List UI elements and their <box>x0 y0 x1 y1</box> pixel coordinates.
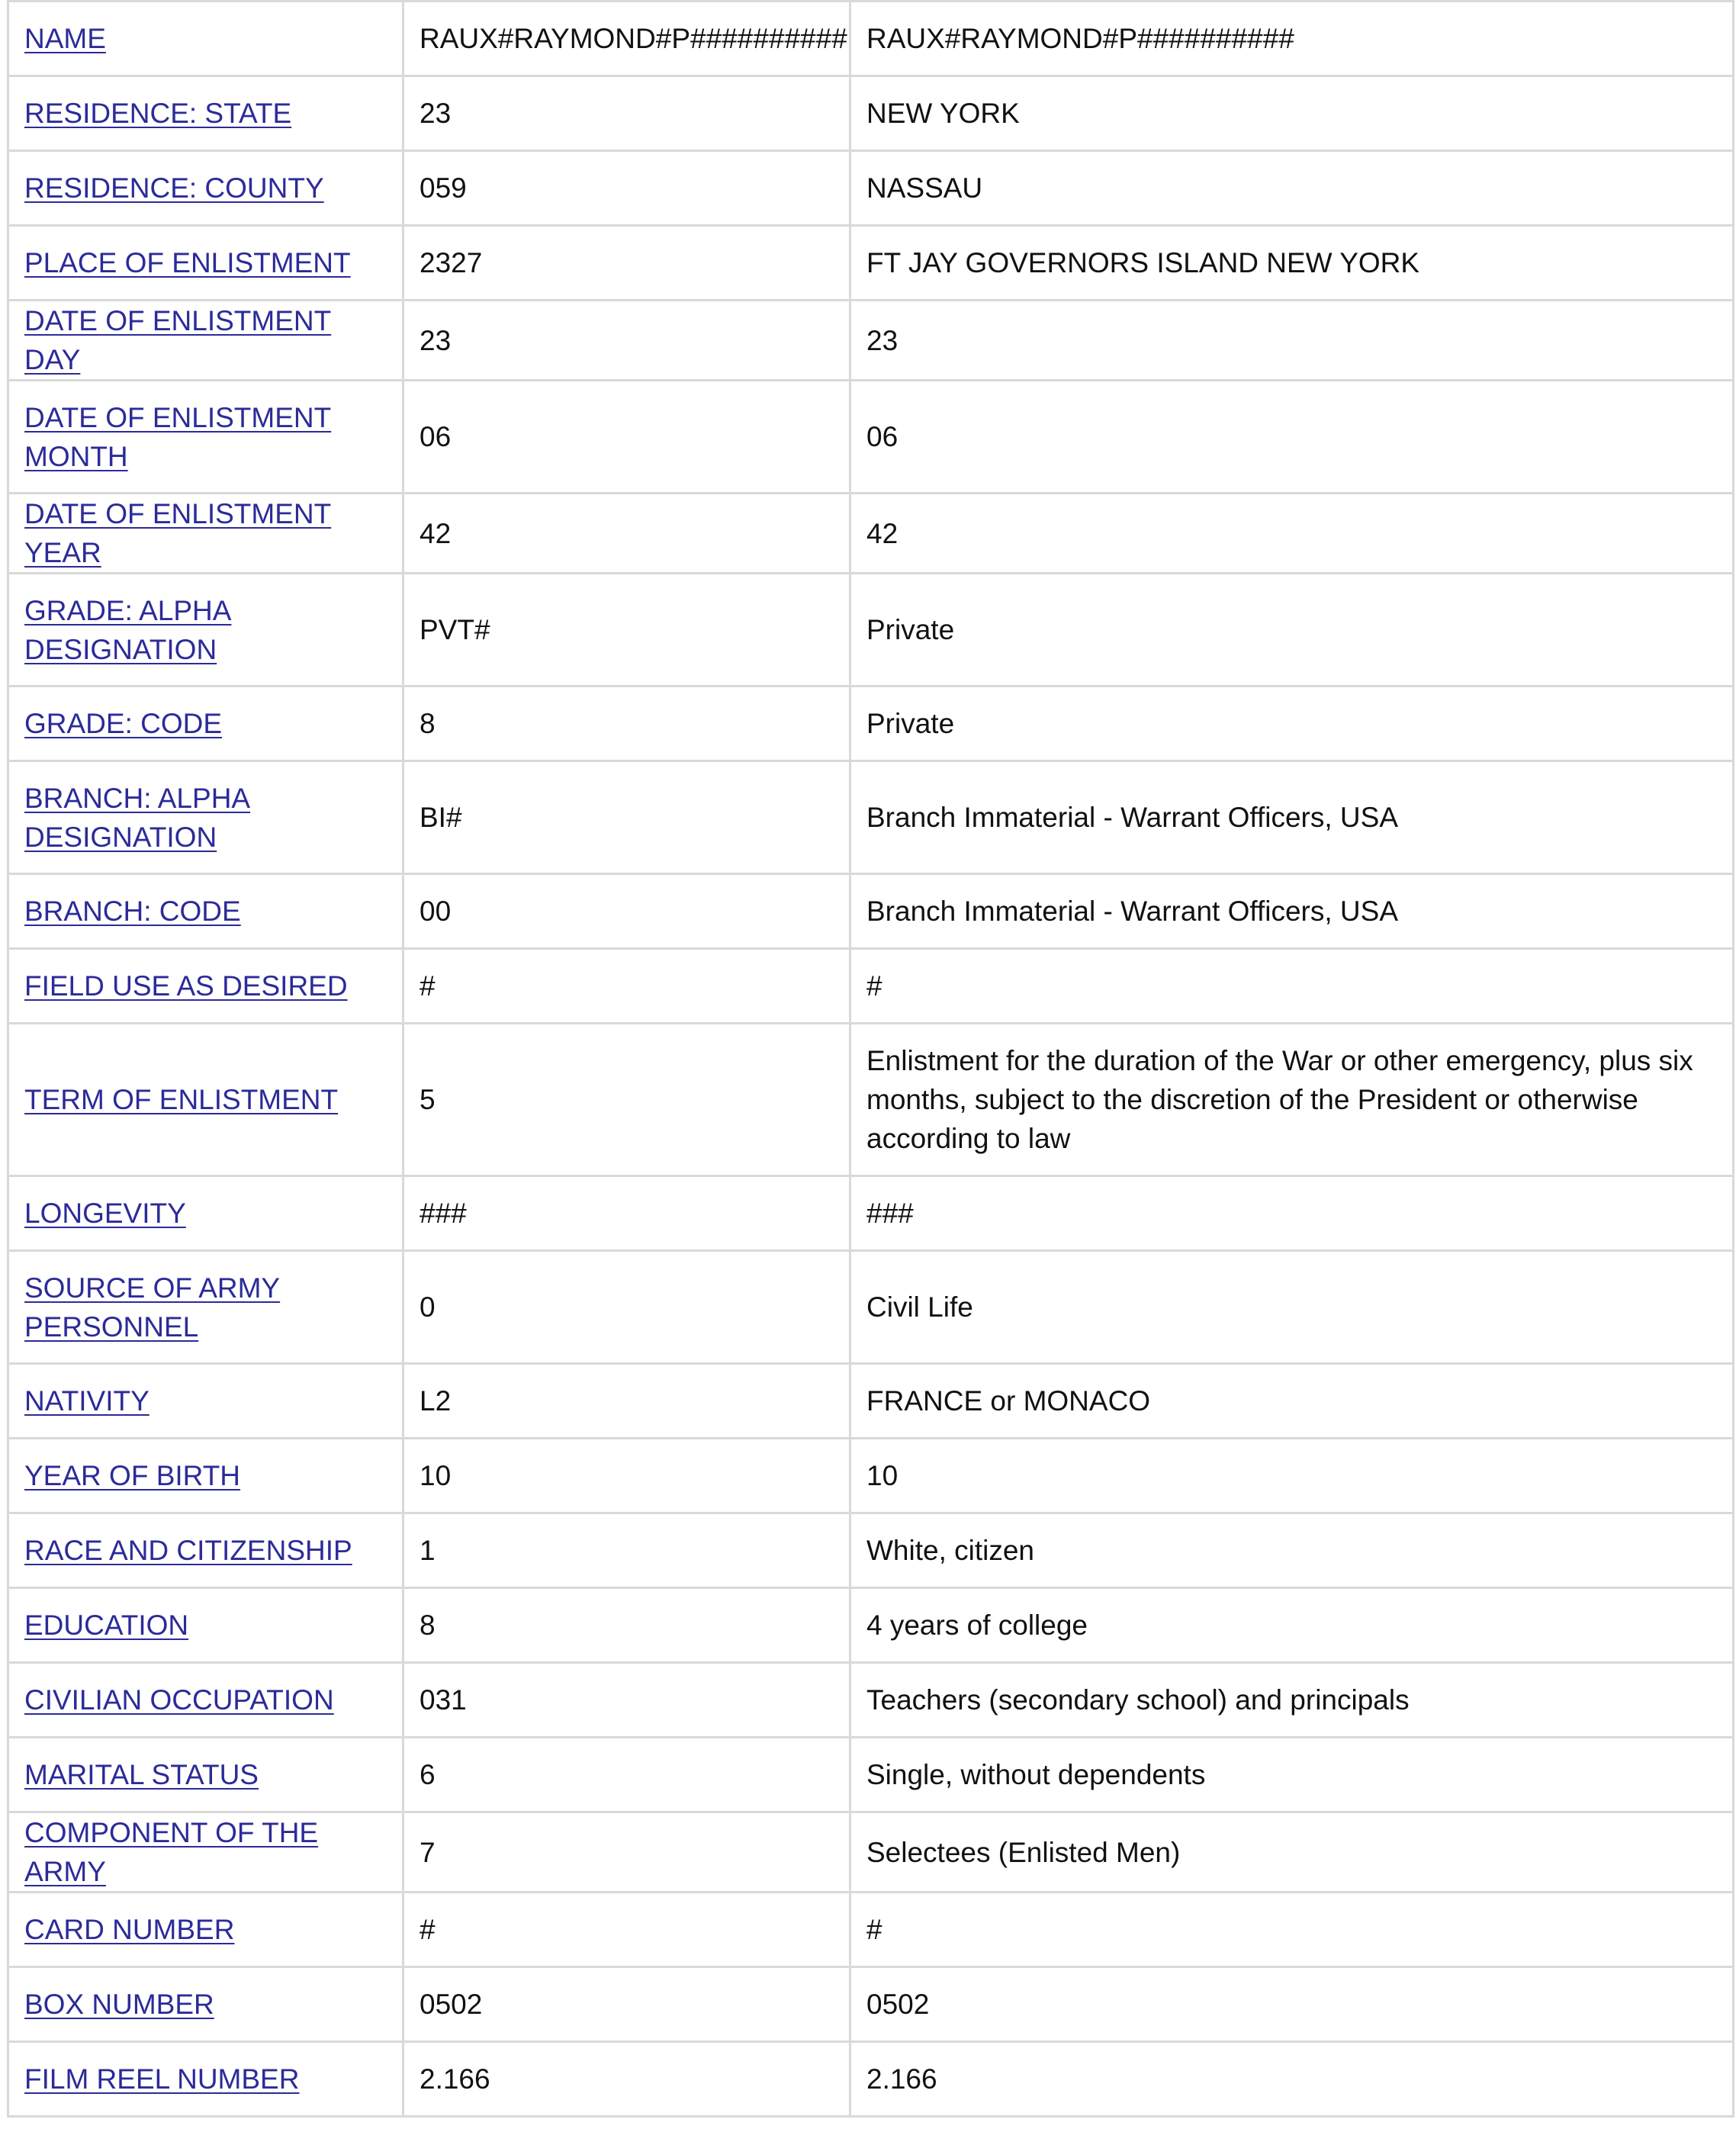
field-name-cell <box>8 1812 403 1893</box>
field-name-link[interactable]: DATE OF ENLISTMENT DAY <box>24 305 332 375</box>
table-row <box>8 874 1734 949</box>
field-code-cell: 06 <box>403 381 850 494</box>
field-name-cell <box>8 1251 403 1364</box>
field-code-cell: 23 <box>403 301 850 381</box>
table-row <box>8 494 1734 574</box>
table-row <box>8 1364 1734 1439</box>
field-value-cell: # <box>850 1893 1734 1967</box>
table-row <box>8 76 1734 151</box>
table-row <box>8 1513 1734 1588</box>
field-value-cell: 06 <box>850 381 1734 494</box>
field-name-link[interactable]: COMPONENT OF THE ARMY <box>24 1817 319 1887</box>
field-code-cell: 5 <box>403 1024 850 1176</box>
table-row <box>8 1893 1734 1967</box>
field-name-cell <box>8 874 403 949</box>
field-name-cell <box>8 1663 403 1738</box>
field-code-cell: RAUX#RAYMOND#P########## <box>403 2 850 76</box>
field-name-link[interactable]: CARD NUMBER <box>24 1914 235 1945</box>
field-code-cell: 1 <box>403 1513 850 1588</box>
field-name-cell <box>8 226 403 301</box>
table-row <box>8 949 1734 1024</box>
field-code-cell: 0 <box>403 1251 850 1364</box>
table-row <box>8 2042 1734 2117</box>
field-value-cell: 42 <box>850 494 1734 574</box>
field-name-cell <box>8 151 403 226</box>
field-name-cell <box>8 761 403 874</box>
field-name-link[interactable]: DATE OF ENLISTMENT YEAR <box>24 498 332 568</box>
table-row <box>8 226 1734 301</box>
record-table-body <box>8 2 1734 2117</box>
table-row <box>8 761 1734 874</box>
field-name-link[interactable]: PLACE OF ENLISTMENT <box>24 247 351 278</box>
field-value-cell: FT JAY GOVERNORS ISLAND NEW YORK <box>850 226 1734 301</box>
field-value-cell: Branch Immaterial - Warrant Officers, USA <box>850 874 1734 949</box>
field-code-cell: # <box>403 949 850 1024</box>
field-value-cell: 23 <box>850 301 1734 381</box>
field-name-link[interactable]: FILM REEL NUMBER <box>24 2063 300 2095</box>
field-name-cell <box>8 1024 403 1176</box>
field-value-cell: NEW YORK <box>850 76 1734 151</box>
field-name-link[interactable]: MARITAL STATUS <box>24 1759 259 1790</box>
table-row <box>8 574 1734 687</box>
table-row <box>8 1176 1734 1251</box>
table-row <box>8 1663 1734 1738</box>
table-row <box>8 1812 1734 1893</box>
table-row <box>8 2 1734 76</box>
field-name-cell <box>8 1893 403 1967</box>
field-name-cell <box>8 76 403 151</box>
field-name-cell <box>8 1967 403 2042</box>
field-value-cell: Enlistment for the duration of the War or other emergency, plus six months, subject to the discretion of the President or otherwise according to law <box>850 1024 1734 1176</box>
field-name-link[interactable]: RACE AND CITIZENSHIP <box>24 1535 352 1566</box>
field-name-cell <box>8 381 403 494</box>
field-code-cell: 031 <box>403 1663 850 1738</box>
field-value-cell: Single, without dependents <box>850 1738 1734 1812</box>
table-row <box>8 1738 1734 1812</box>
field-name-link[interactable]: CIVILIAN OCCUPATION <box>24 1684 334 1716</box>
table-row <box>8 301 1734 381</box>
table-row <box>8 381 1734 494</box>
field-code-cell: 8 <box>403 1588 850 1663</box>
field-name-link[interactable]: GRADE: ALPHA DESIGNATION <box>24 594 232 665</box>
field-name-link[interactable]: BOX NUMBER <box>24 1989 214 2020</box>
field-code-cell: 2.166 <box>403 2042 850 2117</box>
field-code-cell: ### <box>403 1176 850 1251</box>
enlistment-record-table <box>7 0 1734 2118</box>
field-name-link[interactable]: NATIVITY <box>24 1385 149 1417</box>
field-value-cell: Private <box>850 574 1734 687</box>
field-name-cell <box>8 301 403 381</box>
field-name-cell <box>8 949 403 1024</box>
field-name-cell <box>8 2 403 76</box>
field-name-link[interactable]: RESIDENCE: COUNTY <box>24 172 324 204</box>
field-value-cell: # <box>850 949 1734 1024</box>
field-name-link[interactable]: BRANCH: CODE <box>24 896 241 927</box>
field-code-cell: 0502 <box>403 1967 850 2042</box>
field-value-cell: Selectees (Enlisted Men) <box>850 1812 1734 1893</box>
field-name-link[interactable]: DATE OF ENLISTMENT MONTH <box>24 401 332 472</box>
field-code-cell: 7 <box>403 1812 850 1893</box>
field-code-cell: 10 <box>403 1439 850 1513</box>
field-name-link[interactable]: EDUCATION <box>24 1610 189 1641</box>
table-row <box>8 1967 1734 2042</box>
field-name-cell <box>8 1738 403 1812</box>
field-name-cell <box>8 1513 403 1588</box>
table-row <box>8 687 1734 761</box>
table-row <box>8 1439 1734 1513</box>
field-name-link[interactable]: BRANCH: ALPHA DESIGNATION <box>24 782 251 853</box>
table-row <box>8 1024 1734 1176</box>
table-row <box>8 151 1734 226</box>
field-name-cell <box>8 494 403 574</box>
field-name-link[interactable]: FIELD USE AS DESIRED <box>24 970 348 1002</box>
field-name-cell <box>8 1364 403 1439</box>
field-name-link[interactable]: SOURCE OF ARMY PERSONNEL <box>24 1272 281 1343</box>
field-code-cell: 00 <box>403 874 850 949</box>
field-name-link[interactable]: TERM OF ENLISTMENT <box>24 1084 339 1115</box>
field-code-cell: 23 <box>403 76 850 151</box>
field-value-cell: FRANCE or MONACO <box>850 1364 1734 1439</box>
field-code-cell: BI# <box>403 761 850 874</box>
field-value-cell: Teachers (secondary school) and principals <box>850 1663 1734 1738</box>
field-value-cell: Private <box>850 687 1734 761</box>
field-code-cell: 8 <box>403 687 850 761</box>
field-name-link[interactable]: RESIDENCE: STATE <box>24 98 292 129</box>
field-code-cell: PVT# <box>403 574 850 687</box>
field-name-link[interactable]: GRADE: CODE <box>24 708 223 739</box>
field-code-cell: 6 <box>403 1738 850 1812</box>
table-row <box>8 1251 1734 1364</box>
field-code-cell: # <box>403 1893 850 1967</box>
field-value-cell: ### <box>850 1176 1734 1251</box>
field-name-cell <box>8 687 403 761</box>
field-value-cell: White, citizen <box>850 1513 1734 1588</box>
field-code-cell: 42 <box>403 494 850 574</box>
field-value-cell: RAUX#RAYMOND#P########## <box>850 2 1734 76</box>
field-name-link[interactable]: YEAR OF BIRTH <box>24 1460 241 1491</box>
field-name-cell <box>8 1439 403 1513</box>
field-code-cell: 2327 <box>403 226 850 301</box>
field-name-cell <box>8 1176 403 1251</box>
field-code-cell: L2 <box>403 1364 850 1439</box>
field-name-cell <box>8 574 403 687</box>
field-value-cell: 4 years of college <box>850 1588 1734 1663</box>
field-code-cell: 059 <box>403 151 850 226</box>
field-value-cell: 0502 <box>850 1967 1734 2042</box>
field-name-link[interactable]: LONGEVITY <box>24 1198 186 1229</box>
field-value-cell: Civil Life <box>850 1251 1734 1364</box>
field-value-cell: 10 <box>850 1439 1734 1513</box>
field-value-cell: Branch Immaterial - Warrant Officers, USA <box>850 761 1734 874</box>
field-value-cell: NASSAU <box>850 151 1734 226</box>
field-value-cell: 2.166 <box>850 2042 1734 2117</box>
field-name-cell <box>8 2042 403 2117</box>
field-name-cell <box>8 1588 403 1663</box>
field-name-link[interactable]: NAME <box>24 23 106 54</box>
table-row <box>8 1588 1734 1663</box>
